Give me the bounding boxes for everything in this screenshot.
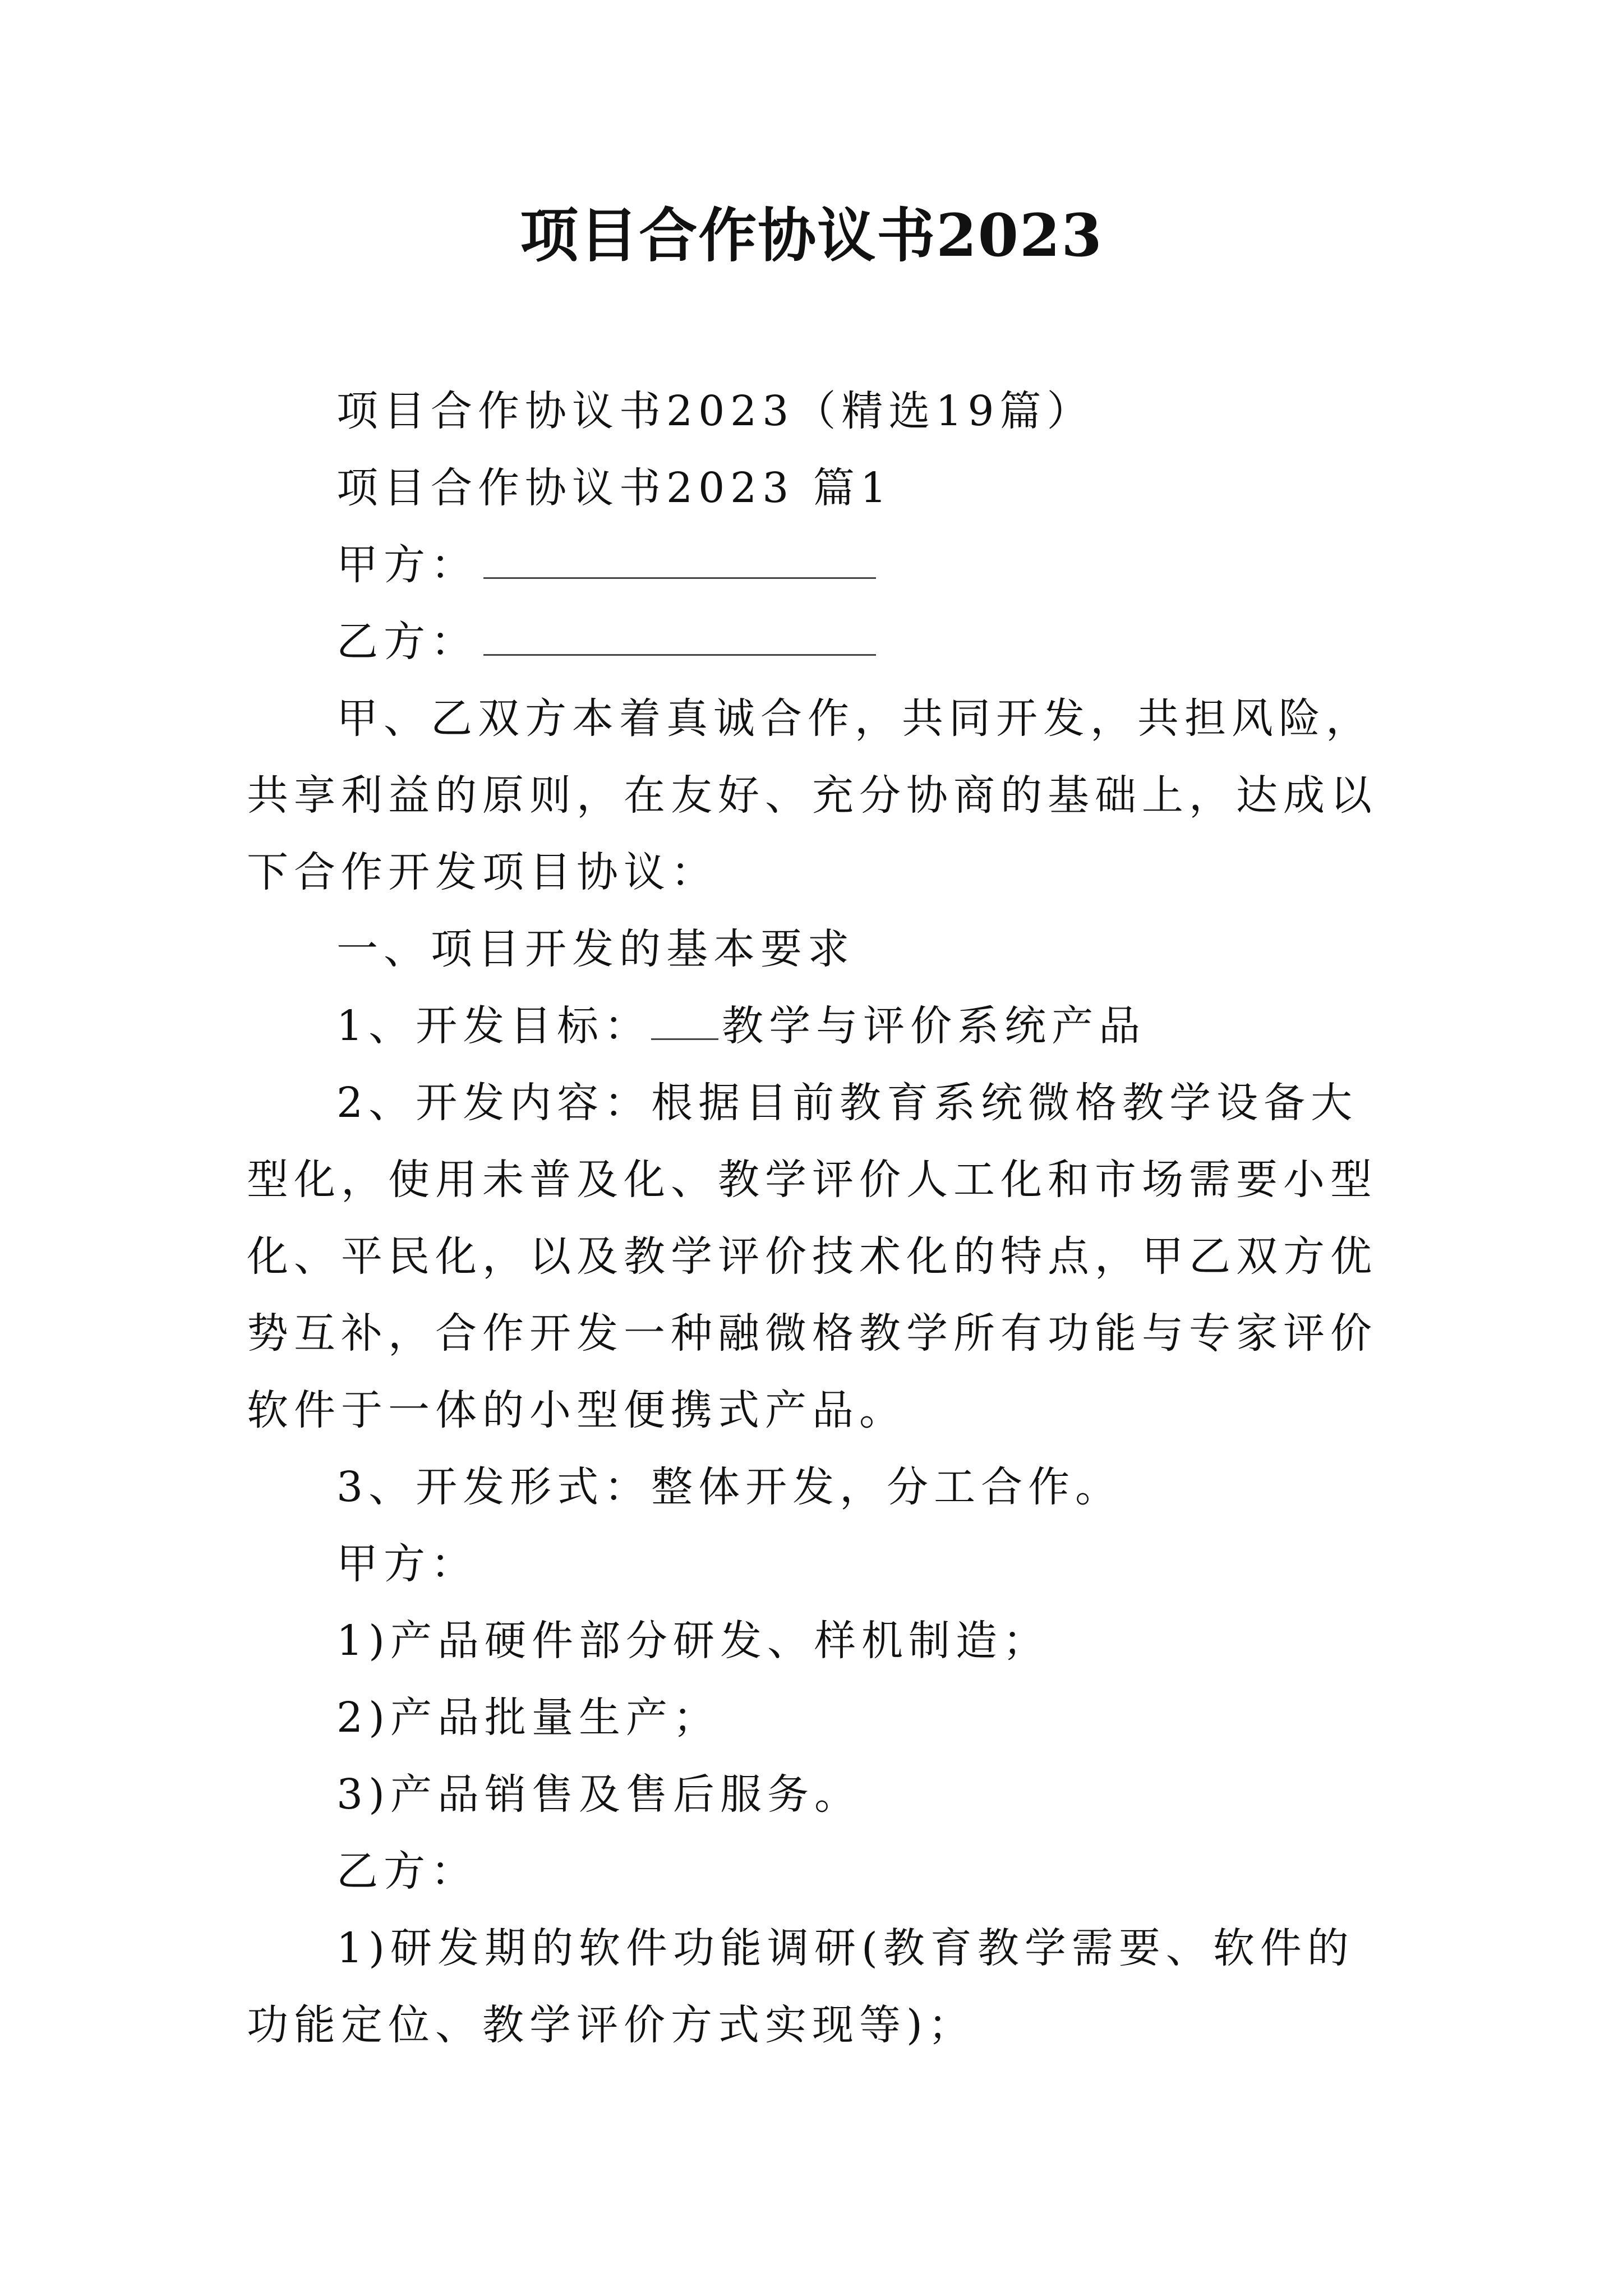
party-b-line (247, 604, 1391, 680)
paragraph-subtitle: 项目合作协议书2023（精选19篇） (336, 387, 1094, 435)
paragraph-party-a-item-1: 1)产品硬件部分研发、样机制造； (336, 1617, 1050, 1665)
paragraph-party-a-item-2: 2)产品批量生产； (336, 1694, 720, 1742)
goal-text: 教学与评价系统产品 (722, 1002, 1146, 1050)
party-a-label: 甲方： (336, 541, 478, 589)
paragraph-party-b: 乙方： (336, 1847, 478, 1895)
paragraph-party-a-item-3: 3)产品销售及售后服务。 (336, 1770, 861, 1819)
party-a-line (247, 527, 1391, 604)
party-b-label: 乙方： (336, 618, 478, 666)
document-body (247, 373, 1391, 2064)
paragraph-section-heading: 项目合作协议书2023 篇1 (336, 464, 892, 512)
paragraph-party-a: 甲方： (336, 1540, 478, 1588)
party-a-blank (483, 538, 876, 579)
goal-label: 1、开发目标： (336, 1002, 652, 1050)
paragraph-party-b-item-1: 1)研发期的软件功能调研(教育教学需要、软件的功能定位、教学评价方式实现等)； (247, 1924, 1354, 2049)
paragraph-goal (247, 988, 1391, 1065)
party-b-blank (483, 615, 876, 656)
paragraph-form: 3、开发形式：整体开发，分工合作。 (336, 1463, 1123, 1511)
document-title: 项目合作协议书2023 (520, 201, 1103, 270)
paragraph-content: 2、开发内容：根据目前教育系统微格教学设备大型化，使用未普及化、教学评价人工化和市场需要小型化、平民化，以及教学评价技术化的特点，甲乙双方优势互补，合作开发一种融微格教学所有功能与专家评价软件于一体的小型便携式产品。 (247, 1079, 1377, 1434)
paragraph-intro: 甲、乙双方本着真诚合作，共同开发，共担风险，共享利益的原则，在友好、充分协商的基础上，达成以下合作开发项目协议： (247, 694, 1377, 896)
paragraph-heading-1: 一、项目开发的基本要求 (336, 925, 855, 973)
goal-blank (651, 999, 718, 1040)
